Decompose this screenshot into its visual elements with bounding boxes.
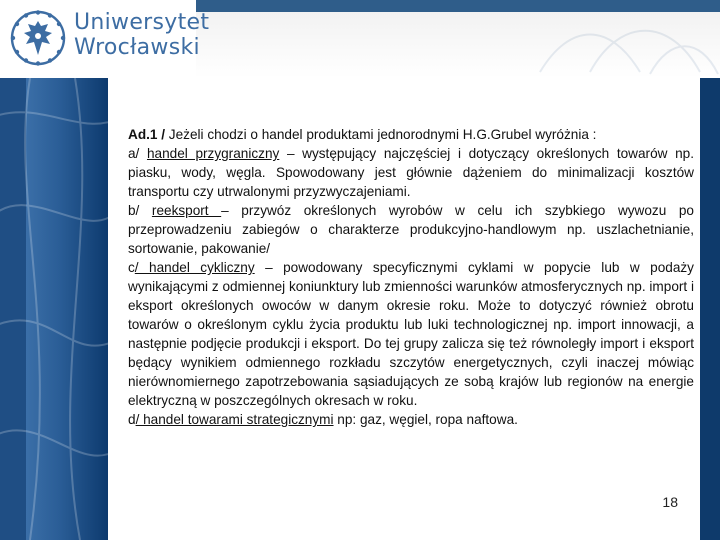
item-a-prefix: a/ [128,146,147,161]
item-c [128,258,694,410]
university-name-line2: Wrocławski [74,35,200,60]
item-d-text: np: gaz, węgiel, ropa naftowa. [333,412,518,427]
item-a [128,144,694,201]
decorative-pattern-left [0,78,108,540]
slide-content [128,125,694,429]
page-number: 18 [662,494,678,510]
university-crest-icon [10,9,66,67]
item-b-text: – przywóz określonych wyrobów w celu ich szybkiego wywozu po przeprowadzeniu zabiegów o charakterze produkcyjno-handlowym np. uszlachetnianie, sortowanie, pakowanie/ [128,203,694,256]
item-a-text: – występujący najczęściej i dotyczący określonych towarów np. piasku, wody, węgla. Spowodowany jest głównie dążeniem do minimalizacji kosztów transportu czy utrwalonymi przyzwyczajeniami. [128,146,694,199]
item-b-prefix: b/ [128,203,152,218]
intro-paragraph [128,125,694,144]
university-name-line1: Uniwersytet [74,10,210,35]
header-bar [196,0,720,12]
item-b-term: reeksport [151,203,222,218]
item-a-term: handel przygraniczny [146,146,280,161]
right-decorative-band [700,78,720,540]
item-d [128,410,694,429]
university-name [74,10,209,60]
item-d-prefix: d [128,412,136,427]
section-heading: Ad.1 / [128,127,169,142]
intro-text: Jeżeli chodzi o handel produktami jednorodnymi H.G.Grubel wyróżnia : [168,127,597,142]
item-c-text: – powodowany specyficznymi cyklami w popycie lub w podaży wynikającymi z odmiennej koniunktury lub zmienności warunków atmosferycznych np. import i eksport określonych owoców w danym okresie roku. Może to dotyczyć również obrotu towarów o określonym cyklu życia produktu lub luki technologicznej np. import innowacji, a następnie podjęcie produkcji i eksport. Do tej grupy zalicza się też równoległy import i eksport będący wynikiem odmiennego rozkładu szczytów energetycznych, czyli inaczej mówiąc nierównomiernego zapotrzebowania sąsiadujących ze sobą krajów lub regionów na energie elektryczną w poszczególnych okresach w roku. [128,260,694,408]
item-c-term: / handel cykliczny [134,260,255,275]
decorative-pattern-top [530,12,720,78]
item-b [128,201,694,258]
university-logo [0,0,210,78]
item-d-term: / handel towarami strategicznymi [135,412,334,427]
item-c-prefix: c [128,260,135,275]
